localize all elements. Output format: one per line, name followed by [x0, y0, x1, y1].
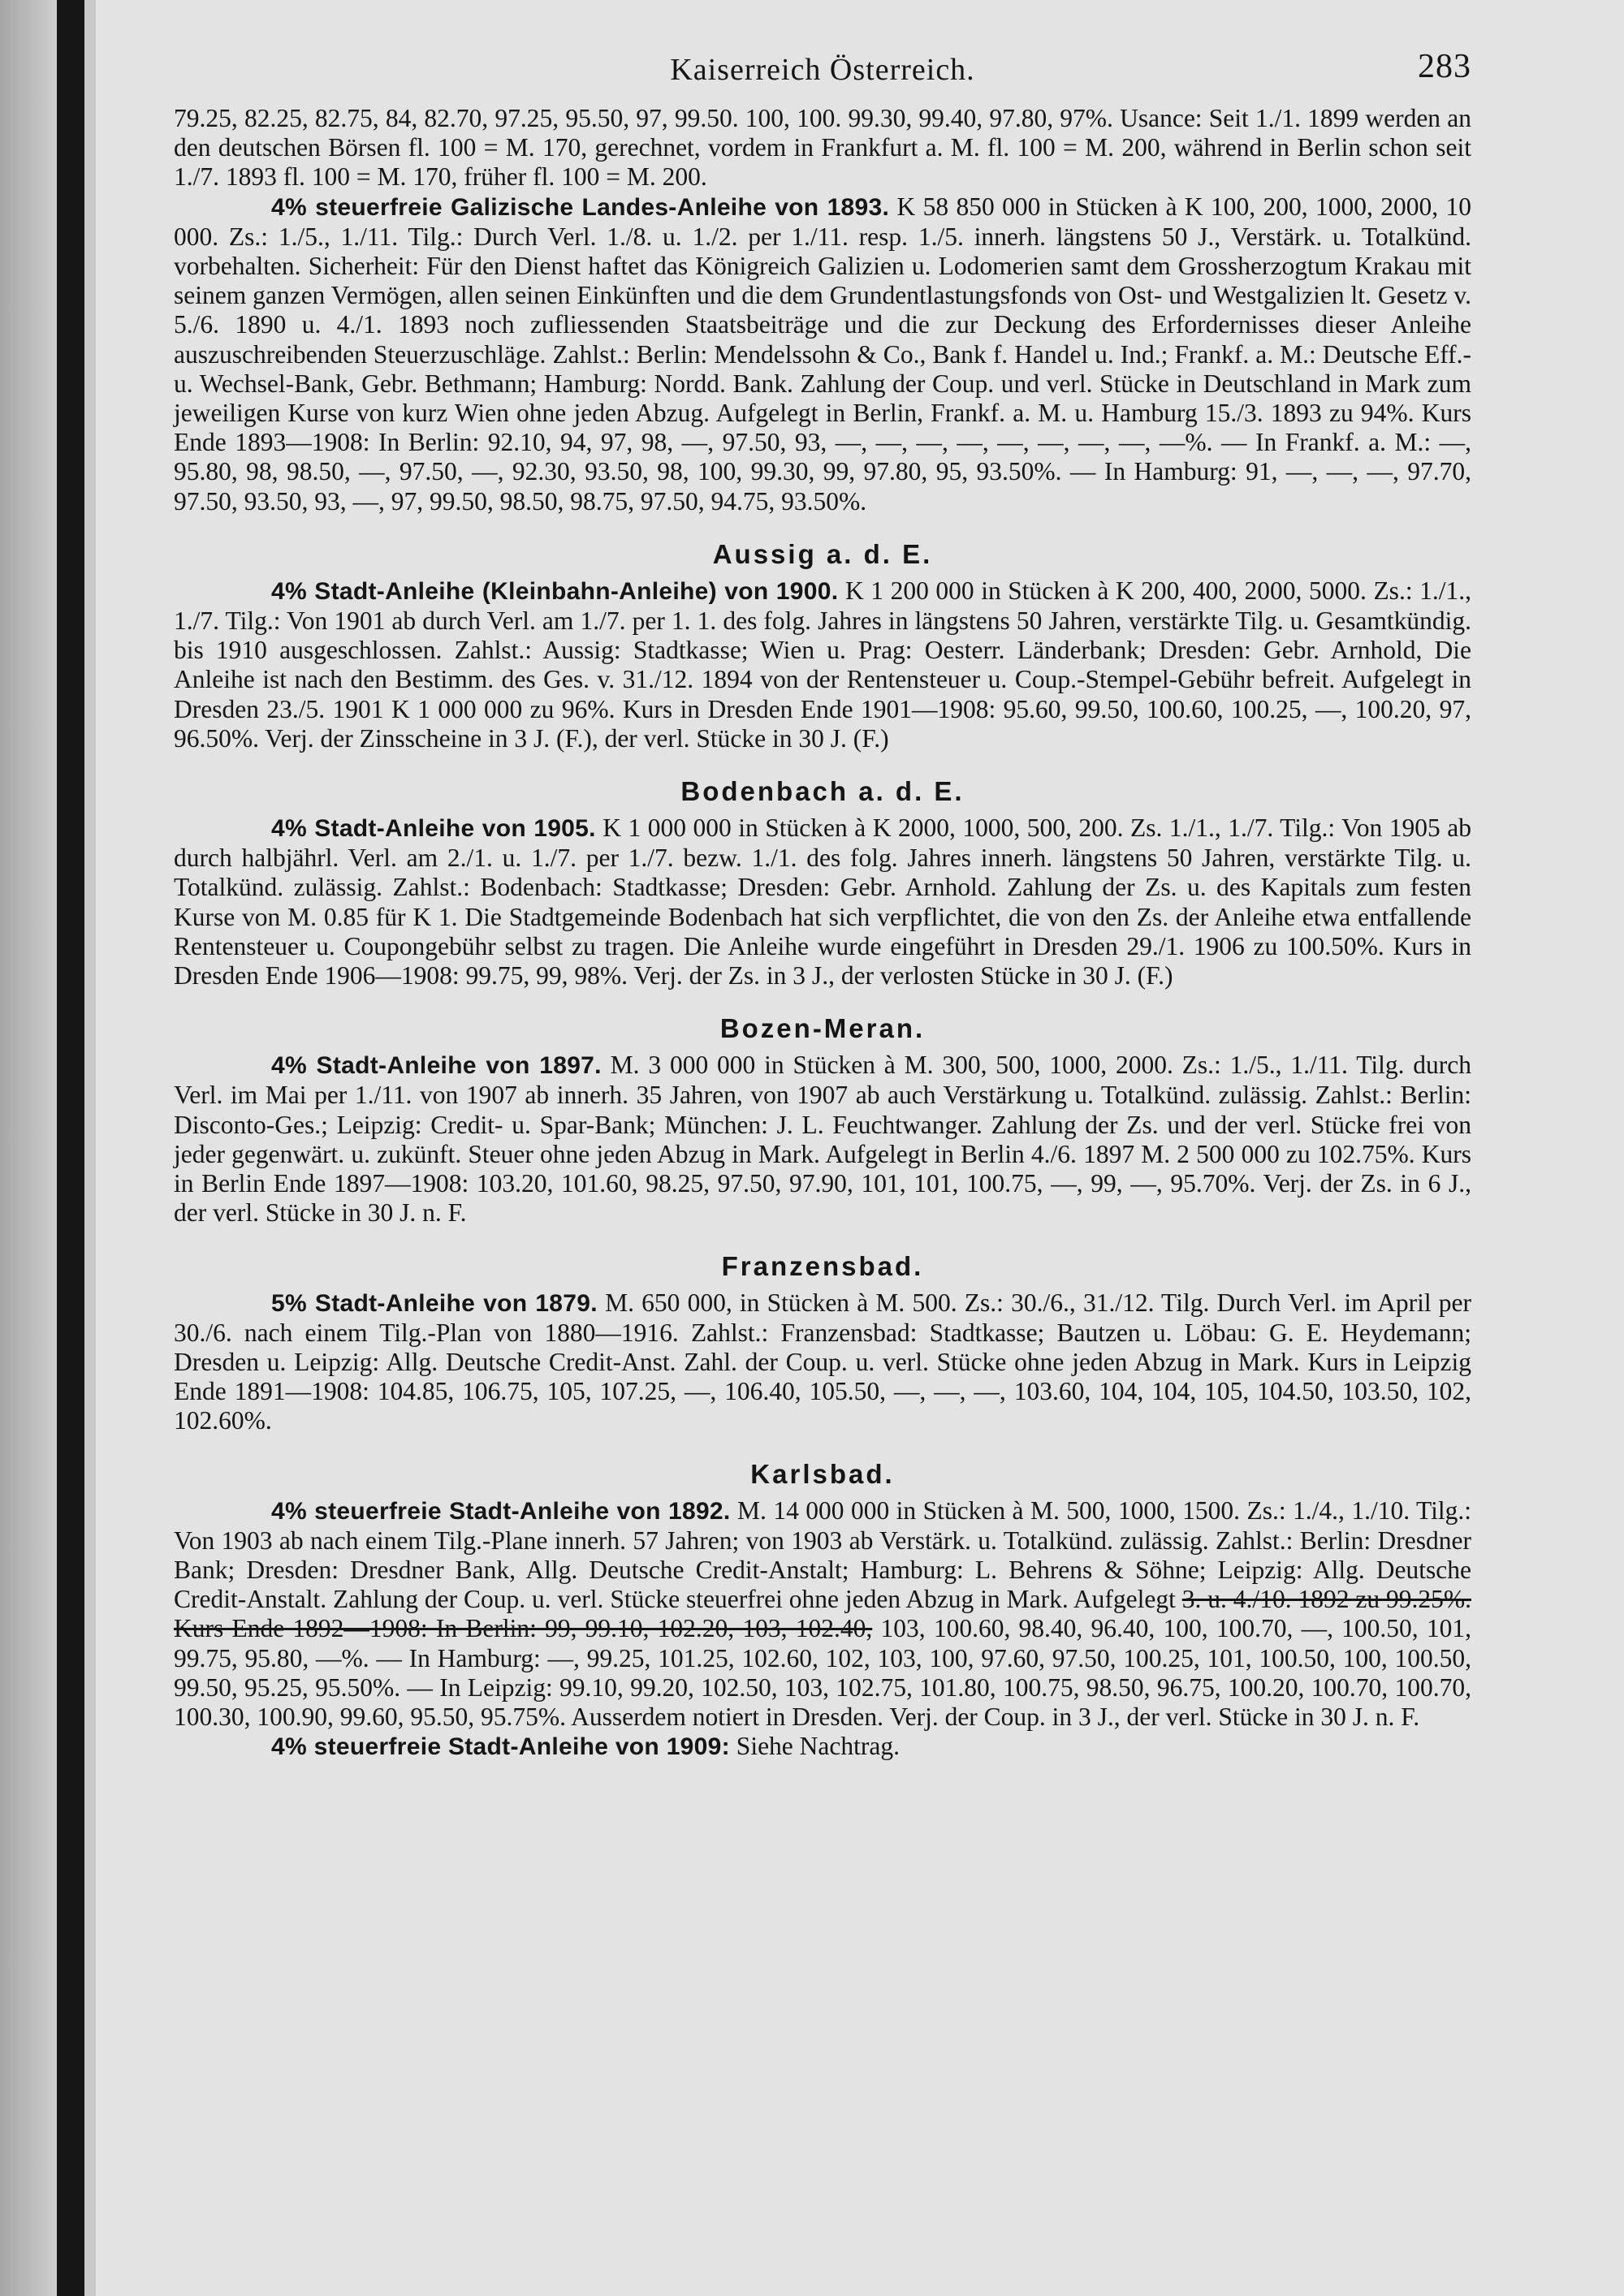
document-page: [96, 0, 1624, 2296]
section-title: Bodenbach a. d. E.: [680, 776, 965, 807]
section-bodenbach: [174, 776, 1471, 990]
loan-text: M. 650 000, in Stücken à M. 500. Zs.: 30./6., 31./12. Tilg. Durch Verl. im April per 30./6. nach einem Tilg.-Plan von 1880—1916. Zahlst.: Franzensbad: Stadtkasse; Bautzen u. Löbau: G. E. Heydemann; Dresden u. Leipzig: Allg. Deutsche Credit-Anst. Zahl. der Coup. u. verl. Stücke ohne jeden Abzug in Mark. Kurs in Leipzig Ende 1891—1908: 104.85, 106.75, 105, 107.25, —, 106.40, 105.50, —, —, —, 103.60, 104, 104, 105, 104.50, 103.50, 102, 102.60%.: [174, 1288, 1472, 1435]
loan-heading: 4% Stadt-Anleihe (Kleinbahn-Anleihe) von 1900.: [271, 577, 839, 605]
loan-heading-extra: 4% steuerfreie Stadt-Anleihe von 1909:: [271, 1733, 730, 1761]
binding-edge: [57, 0, 84, 2296]
binding-shadow: [0, 0, 57, 2296]
binding-gap: [84, 0, 96, 2296]
section-title: Bozen-Meran.: [719, 1013, 926, 1044]
intro-lead-paragraph: [174, 104, 1471, 192]
loan-text-struck: 3. u. 4./10. 1892 zu 99.25%. Kurs Ende 1892—1908: In Berlin: 99, 99.10, 102.20, 103, 102.40,: [174, 1585, 1471, 1643]
loan-text: K 1 000 000 in Stücken à K 2000, 1000, 500, 200. Zs. 1./1., 1./7. Tilg.: Von 1905 ab durch halbjährl. Verl. am 2./1. u. 1./7. per 1./7. bezw. 1./1. des folg. Jahres innerh. längstens 50 Jahren, verstärkte Tilg. u. Totalkünd. zulässig. Zahlst.: Bodenbach: Stadtkasse; Dresden: Gebr. Arnhold. Zahlung der Zs. u. des Kapitals zum festen Kurse von M. 0.85 für K 1. Die Stadtgemeinde Bodenbach hat sich verpflichtet, die von den Zs. der Anleihe etwa entfallende Rentensteuer u. Coupongebühr selbst zu tragen. Die Anleihe wurde eingeführt in Dresden 29./1. 1906 zu 100.50%. Kurs in Dresden Ende 1906—1908: 99.75, 99, 98%. Verj. der Zs. in 3 J., der verlosten Stücke in 30 J. (F.): [174, 814, 1472, 990]
section-paragraph: [174, 576, 1471, 753]
running-head: [174, 47, 1471, 104]
loan-heading: 5% Stadt-Anleihe von 1879.: [271, 1289, 598, 1317]
section-paragraph: [174, 1288, 1471, 1436]
loan-heading: 4% Stadt-Anleihe von 1905.: [271, 815, 596, 843]
section-title: Karlsbad.: [750, 1458, 895, 1489]
section-title: Franzensbad.: [721, 1250, 924, 1281]
loan-heading: 4% Stadt-Anleihe von 1897.: [271, 1052, 602, 1080]
section-bozen-meran: [174, 1013, 1471, 1228]
galizische-loan-paragraph: [174, 192, 1471, 516]
page-title: Kaiserreich Österreich.: [670, 53, 975, 87]
galizische-loan-heading: 4% steuerfreie Galizische Landes-Anleihe von 1893.: [271, 193, 890, 221]
loan-text: K 1 200 000 in Stücken à K 200, 400, 2000, 5000. Zs.: 1./1., 1./7. Tilg.: Von 1901 ab durch Verl. am 1./7. per 1. 1. des folg. Jahres in längstens 50 Jahren, verstärkte Tilg. u. Gesamtkündig. bis 1910 ausgeschlossen. Zahlst.: Aussig: Stadtkasse; Wien u. Prag: Oesterr. Länderbank; Dresden: Gebr. Arnhold, Die Anleihe ist nach den Bestimm. des Ges. v. 31./12. 1894 von der Rentensteuer u. Coup.-Stempel-Gebühr befreit. Aufgelegt in Dresden 23./5. 1901 K 1 000 000 zu 96%. Kurs in Dresden Ende 1901—1908: 95.60, 99.50, 100.60, 100.25, —, 100.20, 97, 96.50%. Verj. der Zinsscheine in 3 J. (F.), der verl. Stücke in 30 J. (F.): [174, 576, 1472, 753]
intro-lead-text: 79.25, 82.25, 82.75, 84, 82.70, 97.25, 95.50, 97, 99.50. 100, 100. 99.30, 99.40, 97.80, 97%. Usance: Seit 1./1. 1899 werden an den deutschen Börsen fl. 100 = M. 170, gerechnet, vordem in Frankfurt a. M. fl. 100 = M. 200, während in Berlin schon seit 1./7. 1893 fl. 100 = M. 170, früher fl. 100 = M. 200.: [174, 104, 1471, 192]
galizische-loan-text: K 58 850 000 in Stücken à K 100, 200, 1000, 2000, 10 000. Zs.: 1./5., 1./11. Tilg.: Durch Verl. 1./8. u. 1./2. per 1./11. resp. 1./5. innerh. längstens 50 J., Verstärk. u. Totalkünd. vorbehalten. Sicherheit: Für den Dienst haftet das Königreich Galizien u. Lodomerien samt dem Grossherzogtum Krakau mit seinem ganzen Vermögen, allen seinen Einkünften und die dem Grundentlastungsfonds von Ost- und Westgalizien lt. Gesetz v. 5./6. 1890 u. 4./1. 1893 noch zufliessenden Staatsbeiträge und die zur Deckung des Erfordernisses dieser Anleihe auszuschreibenden Steuerzuschläge. Zahlst.: Berlin: Mendelssohn & Co., Bank f. Handel u. Ind.; Frankf. a. M.: Deutsche Eff.- u. Wechsel-Bank, Gebr. Bethmann; Hamburg: Nordd. Bank. Zahlung der Coup. und verl. Stücke in Deutschland in Mark zum jeweiligen Kurse von kurz Wien ohne jeden Abzug. Aufgelegt in Berlin, Frankf. a. M. u. Hamburg 15./3. 1893 zu 94%. Kurs Ende 1893—1908: In Berlin: 92.10, 94, 97, 98, —, 97.50, 93, —, —, —, —, —, —, —, —, —%. — In Frankf. a. M.: —, 95.80, 98, 98.50, —, 97.50, —, 92.30, 93.50, 98, 100, 99.30, 99, 97.80, 95, 93.50%. — In Hamburg: 91, —, —, —, 97.70, 97.50, 93.50, 93, —, 97, 99.50, 98.50, 98.75, 97.50, 94.75, 93.50%.: [174, 192, 1472, 516]
page-number: 283: [1418, 48, 1471, 85]
section-paragraph: [174, 1496, 1471, 1733]
section-paragraph: [174, 1051, 1471, 1228]
section-title: Aussig a. d. E.: [712, 538, 933, 569]
section-karlsbad: [174, 1459, 1471, 1763]
section-franzensbad: [174, 1251, 1471, 1436]
loan-text-part-b: 103, 100.60, 98.40, 96.40, 100, 100.70, —, 100.50, 101, 99.75, 95.80, —%. — In Hamburg: —, 99.25, 101.25, 102.60, 102, 103, 100, 97.60, 97.50, 100.25, 101, 100.50, 100, 100.50, 99.50, 95.25, 95.50%. — In Leipzig: 99.10, 99.20, 102.50, 103, 102.75, 101.80, 100.75, 98.50, 96.75, 100.20, 100.70, 100.70, 100.30, 100.90, 99.60, 95.50, 95.75%. Ausserdem notiert in Dresden. Verj. der Coup. in 3 J., der verl. Stücke in 30 J. n. F.: [174, 1614, 1472, 1731]
section-paragraph: [174, 814, 1471, 990]
page-content: [174, 47, 1471, 1762]
loan-text-extra: Siehe Nachtrag.: [736, 1732, 900, 1761]
loan-text-part-a: M. 14 000 000 in Stücken à M. 500, 1000, 1500. Zs.: 1./4., 1./10. Tilg.: Von 1903 ab nach einem Tilg.-Plane innerh. 57 Jahren; von 1903 ab Verstärk. u. Totalkünd. zulässig. Zahlst.: Berlin: Dresdner Bank; Dresden: Dresdner Bank, Allg. Deutsche Credit-Anstalt; Hamburg: L. Behrens & Söhne; Leipzig: Allg. Deutsche Credit-Anstalt. Zahlung der Coup. u. verl. Stücke steuerfrei ohne jeden Abzug in Mark. Aufgelegt: [174, 1495, 1472, 1614]
section-paragraph-extra: [174, 1732, 1471, 1762]
section-aussig: [174, 539, 1471, 753]
loan-text: M. 3 000 000 in Stücken à M. 300, 500, 1000, 2000. Zs.: 1./5., 1./11. Tilg. durch Verl. im Mai per 1./11. von 1907 ab innerh. 35 Jahren, von 1907 ab auch Verstärkung u. Totalkünd. zulässig. Zahlst.: Berlin: Disconto-Ges.; Leipzig: Credit- u. Spar-Bank; München: J. L. Feuchtwanger. Zahlung der Zs. und der verl. Stücke frei von jeder gegenwärt. u. zukünft. Steuer ohne jeden Abzug in Mark. Aufgelegt in Berlin 4./6. 1897 M. 2 500 000 zu 102.75%. Kurs in Berlin Ende 1897—1908: 103.20, 101.60, 98.25, 97.50, 97.90, 101, 101, 100.75, —, 99, —, 95.70%. Verj. der Zs. in 6 J., der verl. Stücke in 30 J. n. F.: [174, 1051, 1472, 1228]
loan-heading: 4% steuerfreie Stadt-Anleihe von 1892.: [271, 1497, 731, 1525]
